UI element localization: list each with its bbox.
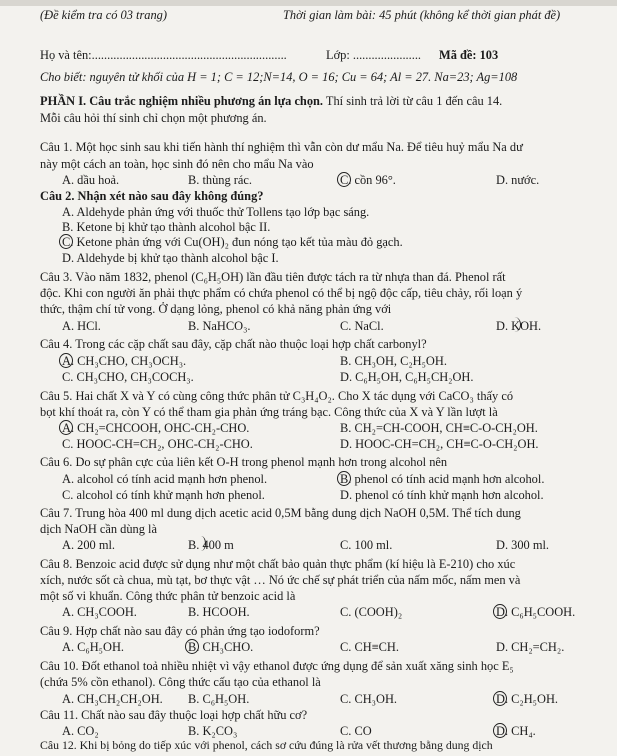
q3-stem-3: thức, thậm chí tử vong. Ở dạng lỏng, phenol có khả năng phản ứng với [40, 302, 392, 316]
q8-stem-2: xích, nước sốt cà chua, mù tạt, bơ thực vật … Nó ức chế sự phát triển của nấm mốc, nấm men và [40, 573, 521, 587]
q5-stem-1: Câu 5. Hai chất X và Y có cùng công thức phân tử C₃H₄O₂. Cho X tác dụng với CaCO₃ thấy có [40, 389, 514, 403]
q3-stem-1: Câu 3. Vào năm 1832, phenol (C₆H₅OH) lần đầu tiên được tách ra từ nhựa than đá. Phenol rất [40, 270, 506, 284]
section-heading [40, 94, 502, 109]
q7-option-d[interactable]: D. 300 ml. [496, 538, 550, 552]
q5-option-d[interactable]: D. HOOC-CH=CH₂, CH≡C-O-CH₂OH. [340, 437, 539, 451]
q8-option-d[interactable]: D. C₆H₅COOH. [496, 605, 576, 619]
q9-option-c[interactable]: C. CH≡CH. [340, 640, 399, 654]
q10-stem-2: (chứa 5% cồn ethanol). Công thức cấu tạo của ethanol là [40, 675, 321, 689]
selected-answer-mark [196, 536, 206, 551]
q3-option-b[interactable]: B. NaHCO₃. [188, 319, 251, 333]
q10-option-d[interactable]: D. C₂H₅OH. [496, 692, 558, 706]
q8-option-c[interactable]: C. (COOH)₂ [340, 605, 403, 619]
q7-stem-1: Câu 7. Trung hòa 400 ml dung dịch acetic acid 0,5M bằng dung dịch NaOH 0,5M. Thể tích dung [40, 506, 521, 520]
selected-answer-mark [185, 639, 199, 654]
page-top-edge [0, 0, 617, 6]
selected-answer-mark [493, 723, 507, 738]
section-instruction: Thí sinh trả lời từ câu 1 đến câu 14. [323, 94, 503, 108]
selected-answer-mark [59, 234, 73, 249]
q6-option-b[interactable]: B. phenol có tính acid mạnh hơn alcohol. [340, 472, 545, 486]
q11-stem: Câu 11. Chất nào sau đây thuộc loại hợp chất hữu cơ? [40, 708, 308, 722]
q10-option-b[interactable]: B. C₆H₅OH. [188, 692, 250, 706]
selected-answer-mark [59, 420, 73, 435]
q9-option-a[interactable]: A. C₆H₅OH. [62, 640, 124, 654]
q9-stem: Câu 9. Hợp chất nào sau đây có phản ứng tạo iodoform? [40, 624, 320, 638]
q11-option-b[interactable]: B. K₂CO₃ [188, 724, 238, 738]
q2-option-d[interactable]: D. Aldehyde bị khử tạo thành alcohol bậc I. [62, 251, 279, 265]
q11-option-d[interactable]: D. CH₄. [496, 724, 536, 738]
time-note: Thời gian làm bài: 45 phút (không kể thời gian phát đề) [283, 8, 561, 22]
q9-option-d[interactable]: D. CH₂=CH₂. [496, 640, 565, 654]
name-label: Họ và tên: [40, 48, 92, 62]
q11-option-c[interactable]: C. CO [340, 724, 372, 738]
selected-answer-mark [508, 317, 521, 332]
q2-option-a[interactable]: A. Aldehyde phản ứng với thuốc thử Tollens tạo lớp bạc sáng. [62, 205, 370, 219]
q9-option-b[interactable]: B. CH₃CHO. [188, 640, 254, 654]
exam-code: Mã đề: 103 [439, 48, 499, 62]
q5-option-b[interactable]: B. CH₂=CH-COOH, CH≡C-O-CH₂OH. [340, 421, 538, 435]
q7-option-a[interactable]: A. 200 ml. [62, 538, 116, 552]
q6-option-c[interactable]: C. alcohol có tính khử mạnh hơn phenol. [62, 488, 265, 502]
q1-stem-2: này một cách an toàn, học sinh đó nên cho mẩu Na vào [40, 157, 314, 171]
q1-option-c[interactable]: C. cồn 96°. [340, 173, 396, 187]
q3-option-d[interactable]: D. KOH. [496, 319, 542, 333]
section-instruction-2: Mỗi câu hỏi thí sinh chỉ chọn một phương án. [40, 111, 267, 125]
q3-stem-2: độc. Khi con người ăn phải thực phẩm có chứa phenol có thể bị ngộ độc cấp, tiêu chảy, rối loạn ý [40, 286, 523, 300]
q7-option-b[interactable]: B. 400 m [188, 538, 234, 552]
q6-stem: Câu 6. Do sự phân cực của liên kết O-H trong phenol mạnh hơn trong alcohol nên [40, 455, 448, 469]
selected-answer-mark [337, 471, 351, 486]
q5-option-c[interactable]: C. HOOC-CH=CH₂, OHC-CH₂-CHO. [62, 437, 253, 451]
q8-option-a[interactable]: A. CH₃COOH. [62, 605, 137, 619]
selected-answer-mark [493, 604, 507, 619]
q2-option-c[interactable]: C. Ketone phản ứng với Cu(OH)₂ đun nóng tạo kết tủa màu đỏ gạch. [62, 235, 403, 249]
name-field[interactable]: ............................................................... [91, 48, 287, 62]
q4-option-b[interactable]: B. CH₃OH, C₂H₅OH. [340, 354, 447, 368]
q4-stem: Câu 4. Trong các cặp chất sau đây, cặp chất nào thuộc loại hợp chất carbonyl? [40, 337, 427, 351]
selected-answer-mark [337, 172, 351, 187]
q6-option-d[interactable]: D. phenol có tính khử mạnh hơn alcohol. [340, 488, 544, 502]
q1-option-a[interactable]: A. dầu hoả. [62, 173, 120, 187]
student-name-row [40, 48, 287, 63]
q3-option-a[interactable]: A. HCl. [62, 319, 101, 333]
q2-stem: Câu 2. Nhận xét nào sau đây không đúng? [40, 189, 264, 203]
q11-option-a[interactable]: A. CO₂ [62, 724, 99, 738]
q2-option-b[interactable]: B. Ketone bị khử tạo thành alcohol bậc II. [62, 220, 271, 234]
class-field[interactable]: ...................... [352, 48, 422, 62]
q10-option-a[interactable]: A. CH₃CH₂CH₂OH. [62, 692, 163, 706]
q7-option-c[interactable]: C. 100 ml. [340, 538, 393, 552]
q8-option-b[interactable]: B. HCOOH. [188, 605, 250, 619]
q7-stem-2: dịch NaOH cần dùng là [40, 522, 157, 536]
q5-stem-2: bọt khí thoát ra, còn Y có thể tham gia phản ứng tráng bạc. Công thức của X và Y lần lượt là [40, 405, 498, 419]
q12-stem-1: Câu 12. Khi bị bỏng do tiếp xúc với phenol, cách sơ cứu đúng là rửa vết thương bằng dung dịch [40, 738, 493, 752]
q1-stem-1: Câu 1. Một học sinh sau khi tiến hành thí nghiệm thì vẫn còn dư mẩu Na. Để tiêu huỷ mẩu Na dư [40, 140, 523, 154]
q4-option-d[interactable]: D. C₆H₅OH, C₆H₅CH₂OH. [340, 370, 474, 384]
q8-stem-3: một số vi khuẩn. Công thức phân tử benzoic acid là [40, 589, 296, 603]
q5-option-a[interactable]: A. CH₂=CHCOOH, OHC-CH₂-CHO. [62, 421, 250, 435]
q10-stem-1: Câu 10. Đốt ethanol toả nhiều nhiệt vì vậy ethanol được ứng dụng để sản xuất xăng sinh học E₅ [40, 659, 514, 673]
class-row [326, 48, 421, 63]
q4-option-a[interactable]: A. CH₃CHO, CH₃OCH₃. [62, 354, 187, 368]
atomic-mass-note: Cho biết: nguyên tử khối của H = 1; C = 12;N=14, O = 16; Cu = 64; Al = 27. Na=23; Ag=108 [40, 70, 518, 84]
q1-option-d[interactable]: D. nước. [496, 173, 540, 187]
q8-stem-1: Câu 8. Benzoic acid được sử dụng như một chất bảo quản thực phẩm (kí hiệu là E-210) cho xúc [40, 557, 516, 571]
q1-option-b[interactable]: B. thùng rác. [188, 173, 253, 187]
q10-option-c[interactable]: C. CH₃OH. [340, 692, 397, 706]
pages-note: (Đề kiểm tra có 03 trang) [40, 8, 167, 22]
q4-option-c[interactable]: C. CH₃CHO, CH₃COCH₃. [62, 370, 194, 384]
q3-option-c[interactable]: C. NaCl. [340, 319, 384, 333]
class-label: Lớp: [326, 48, 350, 62]
selected-answer-mark [59, 353, 73, 368]
section-title: PHẦN I. Câu trắc nghiệm nhiều phương án lựa chọn. [40, 94, 324, 108]
q6-option-a[interactable]: A. alcohol có tính acid mạnh hơn phenol. [62, 472, 268, 486]
selected-answer-mark [493, 691, 507, 706]
